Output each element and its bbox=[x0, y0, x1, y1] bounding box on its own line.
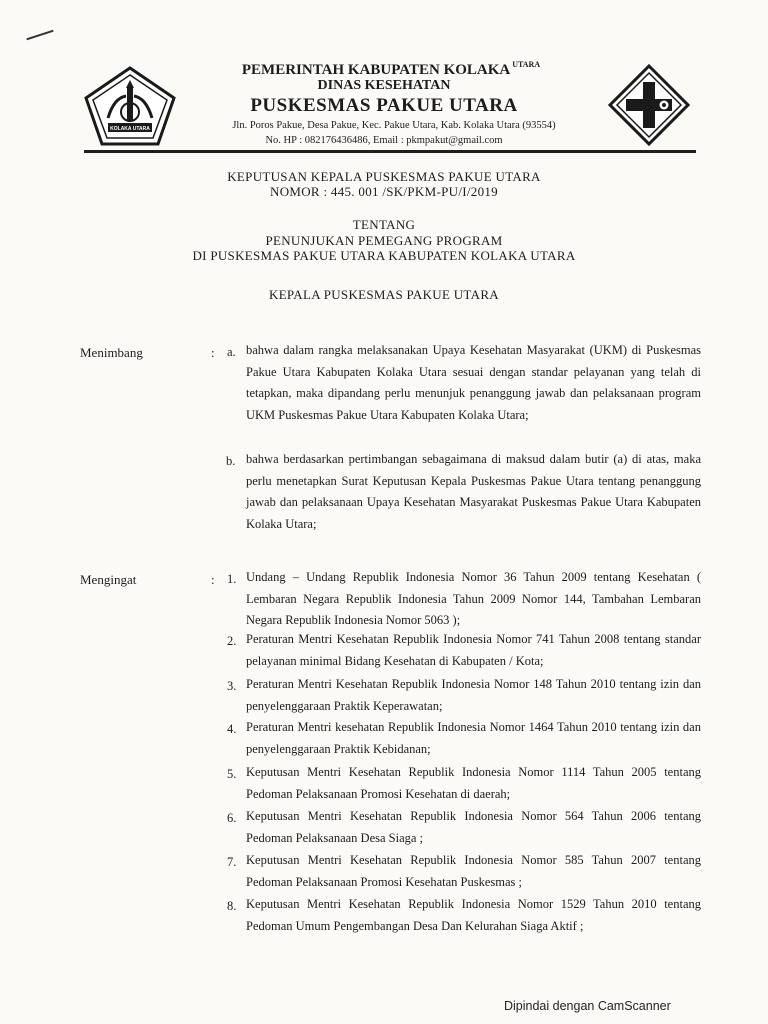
mengingat-item-text: Keputusan Mentri Kesehatan Republik Indonesia Nomor 585 Tahun 2007 tentang Pedoman Pelaksanaan Promosi Kesehatan Puskesmas ; bbox=[246, 853, 701, 889]
mengingat-item-num: 2. bbox=[227, 634, 237, 648]
mengingat-colon: : bbox=[211, 572, 215, 587]
letterhead-institution: PUSKESMAS PAKUE UTARA bbox=[250, 95, 518, 116]
emblem-text: KOLAKA UTARA bbox=[110, 126, 150, 132]
pen-mark bbox=[26, 30, 53, 41]
mengingat-item-text: Peraturan Mentri Kesehatan Republik Indonesia Nomor 741 Tahun 2008 tentang standar pelayanan minimal Bidang Kesehatan di Kabupaten / Kota; bbox=[246, 632, 701, 668]
decree-number: NOMOR : 445. 001 /SK/PKM-PU/I/2019 bbox=[270, 184, 498, 199]
letterhead-department: DINAS KESEHATAN bbox=[317, 78, 451, 93]
mengingat-item-text: Keputusan Mentri Kesehatan Republik Indonesia Nomor 1529 Tahun 2010 tentang Pedoman Umum Pengembangan Desa Dan Kelurahan Siaga Aktif ; bbox=[246, 897, 701, 933]
decree-tentang: TENTANG bbox=[352, 217, 416, 232]
mengingat-label: Mengingat bbox=[80, 572, 137, 587]
mengingat-item-num: 3. bbox=[227, 679, 237, 693]
letterhead-divider bbox=[84, 150, 696, 153]
mengingat-item-text: Peraturan Mentri kesehatan Republik Indonesia Nomor 1464 Tahun 2010 tentang izin dan penyelenggaraan Praktik Kebidanan; bbox=[246, 720, 701, 756]
menimbang-colon: : bbox=[211, 345, 215, 360]
menimbang-item-text: bahwa dalam rangka melaksanakan Upaya Kesehatan Masyarakat (UKM) di Puskesmas Pakue Utara Kabupaten Kolaka Utara sesuai dengan standar pelayanan yang telah di tetapkan, maka dipandang perlu menunjuk penanggung jawab dan pelaksanaan program UKM Puskesmas Pakue Utara Kabupaten Kolaka Utara; bbox=[246, 343, 701, 422]
mengingat-item-num: 7. bbox=[227, 855, 237, 869]
mengingat-item-text: Peraturan Mentri Kesehatan Republik Indonesia Nomor 148 Tahun 2010 tentang izin dan penyelenggaraan Praktik Keperawatan; bbox=[246, 677, 701, 713]
decree-subject-line2: DI PUSKESMAS PAKUE UTARA KABUPATEN KOLAKA UTARA bbox=[192, 248, 576, 263]
mengingat-item-num: 8. bbox=[227, 899, 237, 913]
decree-subject-line1: PENUNJUKAN PEMEGANG PROGRAM bbox=[265, 233, 503, 248]
decree-title: KEPUTUSAN KEPALA PUSKESMAS PAKUE UTARA bbox=[227, 169, 541, 184]
menimbang-label: Menimbang bbox=[80, 345, 143, 360]
decree-issuer: KEPALA PUSKESMAS PAKUE UTARA bbox=[269, 287, 499, 302]
mengingat-item-text: Keputusan Mentri Kesehatan Republik Indonesia Nomor 1114 Tahun 2005 tentang Pedoman Pelaksanaan Promosi Kesehatan di daerah; bbox=[246, 765, 701, 801]
mengingat-item-num: 4. bbox=[227, 722, 237, 736]
menimbang-item-num: b. bbox=[226, 454, 236, 468]
menimbang-item-text: bahwa berdasarkan pertimbangan sebagaimana di maksud dalam butir (a) di atas, maka perlu menetapkan Surat Keputusan Kepala Puskesmas Pakue Utara tentang penanggung jawab dan pelaksanaan Upaya Kesehatan Masyarakat Puskesmas Pakue Utara Kabupaten Kolaka Utara; bbox=[246, 452, 701, 531]
letterhead-address: Jln. Poros Pakue, Desa Pakue, Kec. Pakue Utara, Kab. Kolaka Utara (93554) bbox=[232, 120, 556, 131]
mengingat-item-num: 1. bbox=[227, 572, 237, 586]
menimbang-item-num: a. bbox=[227, 345, 236, 359]
letterhead-government: PEMERINTAH KABUPATEN KOLAKA $^{UTARA}$ bbox=[241, 60, 541, 78]
scanner-watermark: Dipindai dengan CamScanner bbox=[504, 999, 671, 1013]
mengingat-item-num: 5. bbox=[227, 767, 237, 781]
mengingat-item-text: Keputusan Mentri Kesehatan Republik Indonesia Nomor 564 Tahun 2006 tentang Pedoman Pelaksanaan Desa Siaga ; bbox=[246, 809, 701, 845]
mengingat-item-num: 6. bbox=[227, 811, 237, 825]
letterhead-contact: No. HP : 082176436486, Email : pkmpakut@gmail.com bbox=[265, 135, 503, 146]
mengingat-item-text: Undang – Undang Republik Indonesia Nomor 36 Tahun 2009 tentang Kesehatan ( Lembaran Negara Republik Indonesia Tahun 2009 Nomor 144, Tambahan Lembaran Negara Republik Indonesia Nomor 5063 ); bbox=[246, 570, 701, 628]
